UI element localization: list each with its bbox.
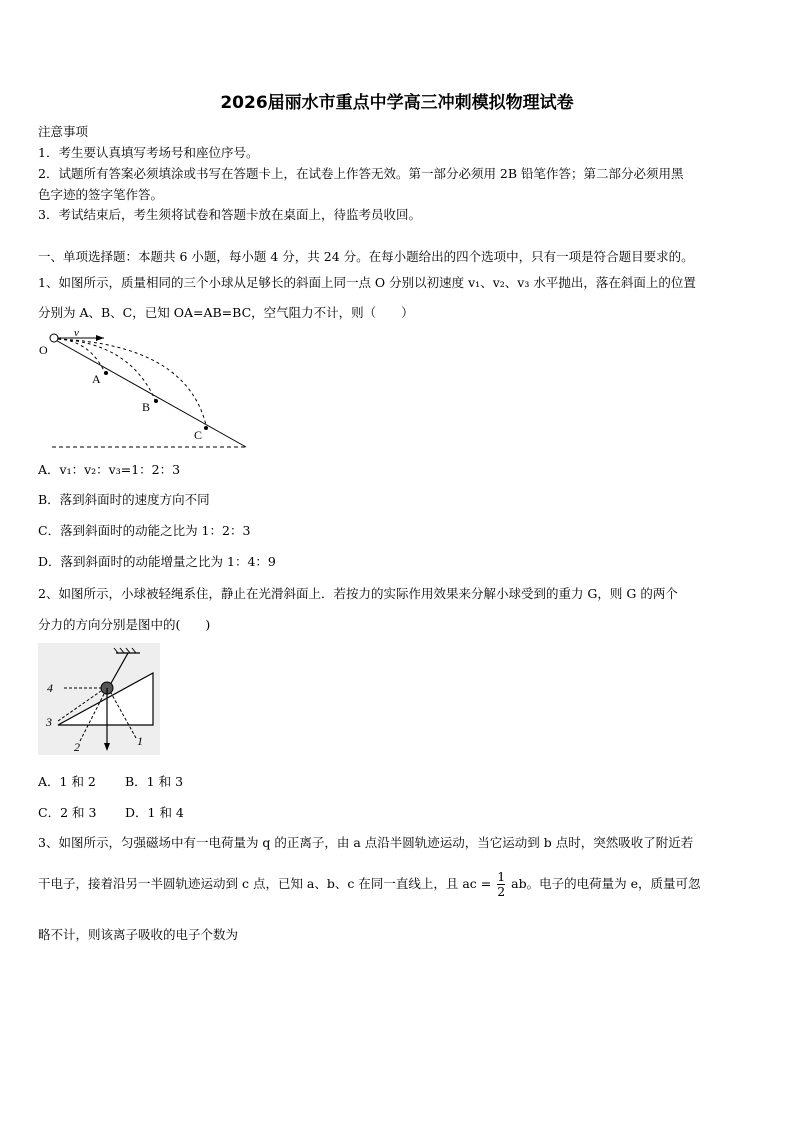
q2-option-c: C．2 和 3: [38, 805, 97, 820]
label-3: 3: [46, 715, 52, 729]
q3-line2-before-fraction: 干电子，接着沿另一半圆轨迹运动到 c 点，已知 a、b、c 在同一直线上，且 ac =: [38, 876, 492, 891]
notice-item-2: 2．试题所有答案必须填涂或书写在答题卡上，在试卷上作答无效。第一部分必须用 2B 铅笔作答；第二部分必须用黑: [38, 166, 684, 181]
trajectory-b: [58, 339, 156, 402]
label-o: O: [39, 343, 48, 357]
notice-item-1: 1．考生要认真填写考场号和座位序号。: [38, 145, 259, 160]
q2-option-b: B．1 和 3: [125, 774, 184, 789]
q1-stem-line2: 分别为 A、B、C，已知 OA=AB=BC，空气阻力不计，则（ ）: [38, 305, 414, 320]
q3-stem-line3: 略不计，则该离子吸收的电子个数为: [38, 927, 239, 942]
label-4: 4: [47, 681, 53, 695]
point-a-dot: [104, 371, 108, 375]
ball-icon: [50, 334, 58, 342]
section-heading: 一、单项选择题：本题共 6 小题，每小题 4 分，共 24 分。在每小题给出的四个选项中，只有一项是符合题目要求的。: [38, 249, 694, 264]
incline-line: [52, 338, 246, 447]
q3-stem-line2: [38, 870, 700, 899]
q3-stem-line1: 3、如图所示，匀强磁场中有一电荷量为 q 的正离子，由 a 点沿半圆轨迹运动，当它运动到 b 点时，突然吸收了附近若: [38, 835, 694, 850]
point-c-dot: [204, 426, 208, 430]
q2-option-a: A．1 和 2: [38, 774, 96, 789]
q3-line2-after-fraction: ab。电子的电荷量为 e，质量可忽: [511, 876, 701, 891]
q2-incline-figure: [38, 643, 160, 755]
fraction-denominator: 2: [497, 884, 506, 899]
label-1: 1: [137, 734, 143, 748]
point-b-dot: [154, 399, 158, 403]
q2-stem-line2: 分力的方向分别是图中的( ): [38, 617, 211, 632]
q2-stem-line1: 2、如图所示，小球被轻绳系住，静止在光滑斜面上．若按力的实际作用效果来分解小球受到的重力 G，则 G 的两个: [38, 586, 678, 601]
q1-stem-line1: 1、如图所示，质量相同的三个小球从足够长的斜面上同一点 O 分别以初速度 v₁、v₂、v₃ 水平抛出，落在斜面上的位置: [38, 275, 696, 290]
q2-option-d: D．1 和 4: [125, 805, 184, 820]
label-a: A: [92, 372, 101, 386]
q1-incline-figure: [36, 325, 256, 455]
fraction-one-half: [497, 870, 505, 899]
q1-option-a: A．v₁：v₂：v₃=1：2：3: [38, 462, 181, 477]
notice-item-2-cont: 色字迹的签字笔作答。: [38, 187, 164, 202]
trajectory-a: [58, 339, 106, 375]
label-2: 2: [74, 740, 80, 754]
fraction-numerator: 1: [497, 869, 506, 884]
label-v: v: [74, 327, 79, 339]
notice-item-3: 3．考试结束后，考生须将试卷和答题卡放在桌面上，待监考员收回。: [38, 207, 421, 222]
exam-title: 2026届丽水市重点中学高三冲刺模拟物理试卷: [220, 93, 574, 113]
label-b: B: [142, 400, 151, 414]
q1-option-b: B．落到斜面时的速度方向不同: [38, 492, 210, 507]
arrow-head-icon: [96, 335, 104, 341]
label-c: C: [194, 428, 203, 442]
q1-option-d: D．落到斜面时的动能增量之比为 1：4：9: [38, 554, 276, 569]
q1-option-c: C．落到斜面时的动能之比为 1：2：3: [38, 523, 251, 538]
notice-heading: 注意事项: [38, 124, 89, 139]
